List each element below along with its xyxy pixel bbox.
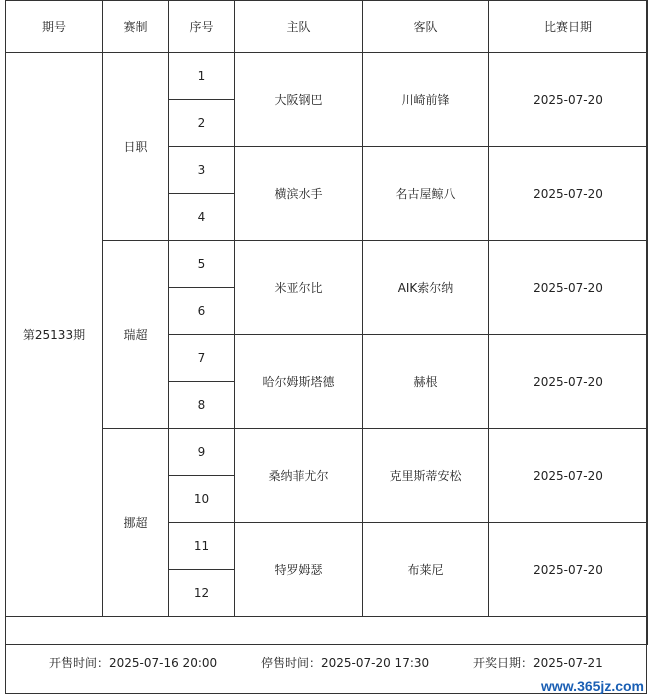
seq-cell: 2: [169, 100, 235, 147]
seq-cell: 10: [169, 476, 235, 523]
sale-info-bar: [5, 646, 647, 678]
seq-cell: 1: [169, 53, 235, 100]
table-row: [6, 241, 648, 288]
seq-cell: 6: [169, 288, 235, 335]
away-team: AIK索尔纳: [363, 241, 489, 335]
schedule-table: [5, 0, 648, 645]
header-away: 客队: [363, 1, 489, 53]
seq-cell: 4: [169, 194, 235, 241]
period-cell: 第25133期: [6, 53, 103, 617]
home-team: 哈尔姆斯塔德: [235, 335, 363, 429]
header-league: 赛制: [103, 1, 169, 53]
seq-cell: 11: [169, 523, 235, 570]
league-cell: 瑞超: [103, 241, 169, 429]
draw-date: 开奖日期：2025-07-21: [473, 655, 603, 670]
spacer-cell: [6, 617, 648, 645]
away-team: 赫根: [363, 335, 489, 429]
match-date: 2025-07-20: [489, 53, 648, 147]
sale-start-time: 开售时间：2025-07-16 20:00: [49, 655, 218, 670]
header-period: 期号: [6, 1, 103, 53]
seq-cell: 3: [169, 147, 235, 194]
spacer-row: [6, 617, 648, 645]
header-home: 主队: [235, 1, 363, 53]
header-seq: 序号: [169, 1, 235, 53]
match-date: 2025-07-20: [489, 523, 648, 617]
match-date: 2025-07-20: [489, 241, 648, 335]
sale-stop-time: 停售时间：2025-07-20 17:30: [261, 655, 430, 670]
home-team: 大阪钢巴: [235, 53, 363, 147]
seq-cell: 8: [169, 382, 235, 429]
away-team: 川崎前锋: [363, 53, 489, 147]
header-row: [6, 1, 648, 53]
league-cell: 挪超: [103, 429, 169, 617]
seq-cell: 12: [169, 570, 235, 617]
site-watermark: www.365jz.com: [541, 678, 644, 694]
home-team: 特罗姆瑟: [235, 523, 363, 617]
header-date: 比赛日期: [489, 1, 648, 53]
away-team: 克里斯蒂安松: [363, 429, 489, 523]
away-team: 名古屋鲸八: [363, 147, 489, 241]
away-team: 布莱尼: [363, 523, 489, 617]
league-cell: 日职: [103, 53, 169, 241]
match-date: 2025-07-20: [489, 335, 648, 429]
table-row: [6, 429, 648, 476]
seq-cell: 7: [169, 335, 235, 382]
table-row: [6, 53, 648, 100]
home-team: 桑纳菲尤尔: [235, 429, 363, 523]
seq-cell: 5: [169, 241, 235, 288]
match-date: 2025-07-20: [489, 147, 648, 241]
seq-cell: 9: [169, 429, 235, 476]
home-team: 横滨水手: [235, 147, 363, 241]
match-date: 2025-07-20: [489, 429, 648, 523]
home-team: 米亚尔比: [235, 241, 363, 335]
